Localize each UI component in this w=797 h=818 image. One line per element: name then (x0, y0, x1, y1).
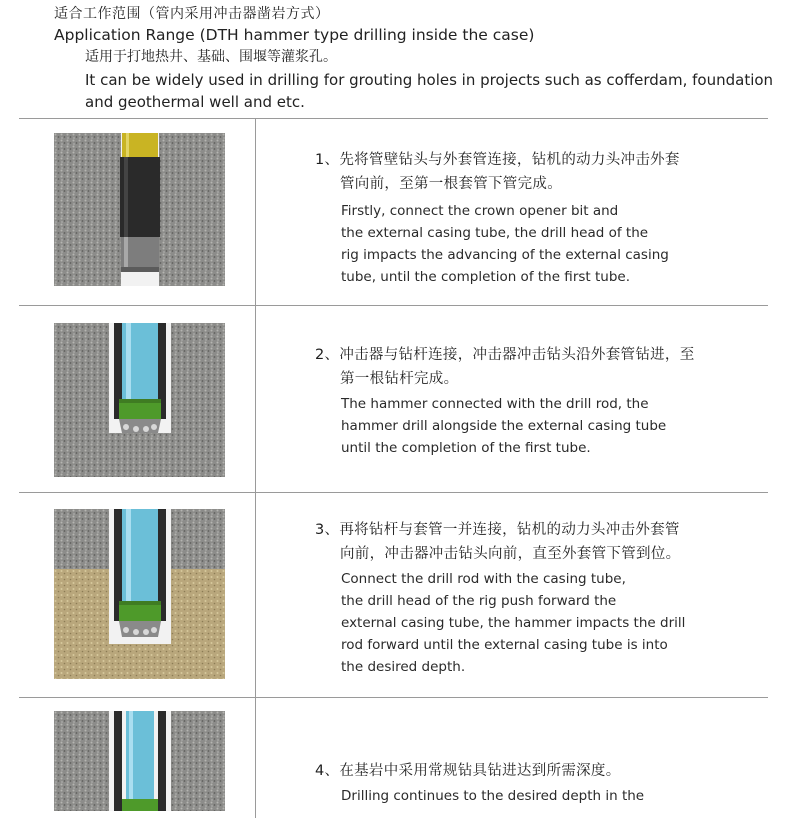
step-2-illustration (54, 323, 225, 477)
table-rule (19, 492, 768, 493)
step-1-chinese-line-1: 1、先将管壁钻头与外套管连接，钻机的动力头冲击外套 (315, 152, 680, 168)
title-english: Application Range (DTH hammer type drilling inside the case) (54, 26, 535, 44)
table-rule-top (19, 118, 768, 119)
step-2-text (315, 343, 735, 459)
step-3-english-line: external casing tube, the hammer impacts the drill (341, 615, 686, 631)
step-2-chinese-line-1: 2、冲击器与钻杆连接，冲击器冲击钻头沿外套管钻进，至 (315, 347, 695, 363)
step-1-chinese-line-2: 管向前，至第一根套管下管完成。 (340, 176, 562, 192)
step-3-english (315, 568, 735, 678)
step-3-chinese-line-2: 向前，冲击器冲击钻头向前，直至外套管下管到位。 (340, 546, 681, 562)
step-2-english-line: hammer drill alongside the external casing tube (341, 418, 667, 434)
step-4-english (315, 785, 735, 807)
step-2-english-line: The hammer connected with the drill rod, the (341, 396, 649, 412)
step-4-english-line: Drilling continues to the desired depth in the (341, 788, 645, 804)
step-3-english-line: the desired depth. (341, 659, 466, 675)
table-rule (19, 697, 768, 698)
step-3-illustration (54, 509, 225, 679)
step-2-chinese-line-2: 第一根钻杆完成。 (340, 371, 459, 387)
table-rule (19, 305, 768, 306)
step-2-english (315, 393, 735, 459)
step-3-english-line: rod forward until the external casing tube is into (341, 637, 668, 653)
steps-table (19, 118, 768, 818)
step-3-chinese-line-1: 3、再将钻杆与套管一并连接，钻机的动力头冲击外套管 (315, 522, 680, 538)
step-4-illustration (54, 711, 225, 811)
step-3-english-line: Connect the drill rod with the casing tube, (341, 571, 626, 587)
table-column-divider (255, 118, 256, 818)
usage-chinese: 适用于打地热井、基础、围堰等灌浆孔。 (85, 49, 337, 65)
step-3-english-line: the drill head of the rig push forward the (341, 593, 617, 609)
step-1-english-line: Firstly, connect the crown opener bit and (341, 203, 619, 219)
step-1-english (315, 200, 735, 288)
step-1-english-line: tube, until the completion of the first tube. (341, 269, 630, 285)
step-4-chinese-line-1: 4、在基岩中采用常规钻具钻进达到所需深度。 (315, 763, 621, 779)
document-header (54, 4, 784, 113)
step-3-text (315, 518, 735, 678)
step-1-text (315, 148, 735, 288)
title-chinese: 适合工作范围（管内采用冲击器凿岩方式） (54, 6, 330, 22)
usage-english: It can be widely used in drilling for grouting holes in projects such as cofferdam, foundation and geothermal well and etc. (85, 71, 774, 111)
step-4-text (315, 759, 735, 807)
step-2-english-line: until the completion of the first tube. (341, 440, 591, 456)
step-1-illustration (54, 133, 225, 286)
step-1-english-line: rig impacts the advancing of the external casing (341, 247, 669, 263)
step-1-english-line: the external casing tube, the drill head of the (341, 225, 649, 241)
